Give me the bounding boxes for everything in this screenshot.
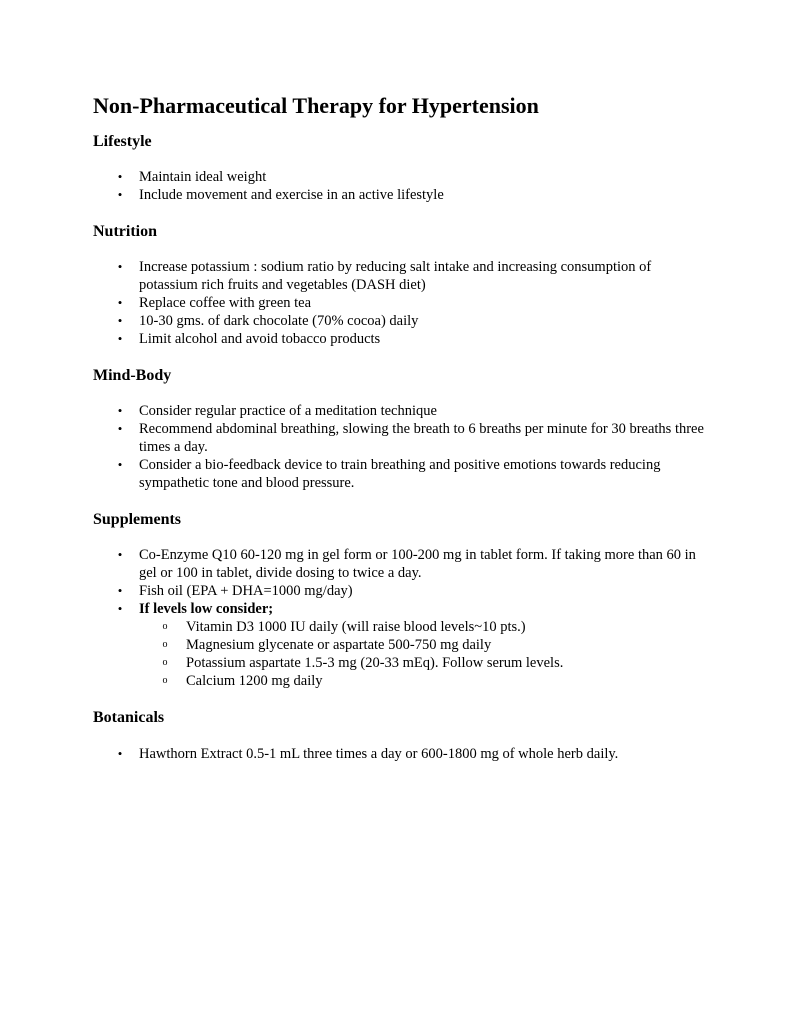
section-lifestyle — [93, 132, 713, 204]
nutrition-list — [93, 258, 713, 348]
botanicals-list — [93, 745, 713, 763]
bullet-icon: • — [117, 583, 123, 598]
bullet-icon: • — [117, 601, 123, 616]
circle-bullet-icon: o — [162, 657, 168, 668]
document-page — [93, 92, 713, 763]
sub-list-item: o Potassium aspartate 1.5-3 mg (20-33 mEq). Follow serum levels. — [93, 654, 713, 672]
list-item: • 10-30 gms. of dark chocolate (70% cocoa) daily — [93, 312, 713, 330]
bullet-icon: • — [117, 457, 123, 472]
list-item: • Replace coffee with green tea — [93, 294, 713, 312]
bullet-icon: • — [117, 313, 123, 328]
section-heading-lifestyle: Lifestyle — [93, 133, 152, 150]
bullet-icon: • — [117, 547, 123, 562]
page-title: Non-Pharmaceutical Therapy for Hypertension — [93, 93, 539, 118]
section-heading-nutrition: Nutrition — [93, 223, 157, 240]
bullet-icon: • — [117, 295, 123, 310]
section-heading-supplements: Supplements — [93, 511, 182, 528]
supplements-list — [93, 546, 713, 618]
lifestyle-list — [93, 168, 713, 204]
bullet-icon: • — [117, 403, 123, 418]
list-item: • Increase potassium : sodium ratio by reducing salt intake and increasing consumption of potassium rich fruits and vegetables (DASH diet) — [93, 258, 713, 294]
bullet-icon: • — [117, 746, 123, 761]
circle-bullet-icon: o — [162, 675, 168, 686]
list-item: • Consider regular practice of a meditation technique — [93, 402, 713, 420]
list-item: • Recommend abdominal breathing, slowing the breath to 6 breaths per minute for 30 breaths three times a day. — [93, 420, 713, 456]
conditional-supplements-list — [93, 618, 713, 690]
list-item — [93, 600, 713, 618]
sub-list-item: o Vitamin D3 1000 IU daily (will raise blood levels~10 pts.) — [93, 618, 713, 636]
section-heading-botanicals: Botanicals — [93, 709, 165, 726]
list-item: • Limit alcohol and avoid tobacco products — [93, 330, 713, 348]
circle-bullet-icon: o — [162, 639, 168, 650]
conditional-label: If levels low consider; — [139, 601, 274, 617]
section-nutrition — [93, 222, 713, 348]
bullet-icon: • — [117, 331, 123, 346]
list-item: • Maintain ideal weight — [93, 168, 713, 186]
list-item: • Include movement and exercise in an active lifestyle — [93, 186, 713, 204]
list-item: • Consider a bio-feedback device to train breathing and positive emotions towards reducing sympathetic tone and blood pressure. — [93, 456, 713, 492]
sub-list-item: o Calcium 1200 mg daily — [93, 672, 713, 690]
section-heading-mind-body: Mind-Body — [93, 367, 172, 384]
sub-list-item: o Magnesium glycenate or aspartate 500-750 mg daily — [93, 636, 713, 654]
bullet-icon: • — [117, 259, 123, 274]
list-item: • Fish oil (EPA + DHA=1000 mg/day) — [93, 582, 713, 600]
bullet-icon: • — [117, 169, 123, 184]
section-supplements — [93, 510, 713, 690]
bullet-icon: • — [117, 421, 123, 436]
list-item: • Co-Enzyme Q10 60-120 mg in gel form or 100-200 mg in tablet form. If taking more than 60 in gel or 100 in tablet, divide dosing to twice a day. — [93, 546, 713, 582]
circle-bullet-icon: o — [162, 621, 168, 632]
list-item: • Hawthorn Extract 0.5-1 mL three times a day or 600-1800 mg of whole herb daily. — [93, 745, 713, 763]
section-mind-body — [93, 366, 713, 492]
section-botanicals — [93, 708, 713, 763]
mind-body-list — [93, 402, 713, 492]
bullet-icon: • — [117, 187, 123, 202]
